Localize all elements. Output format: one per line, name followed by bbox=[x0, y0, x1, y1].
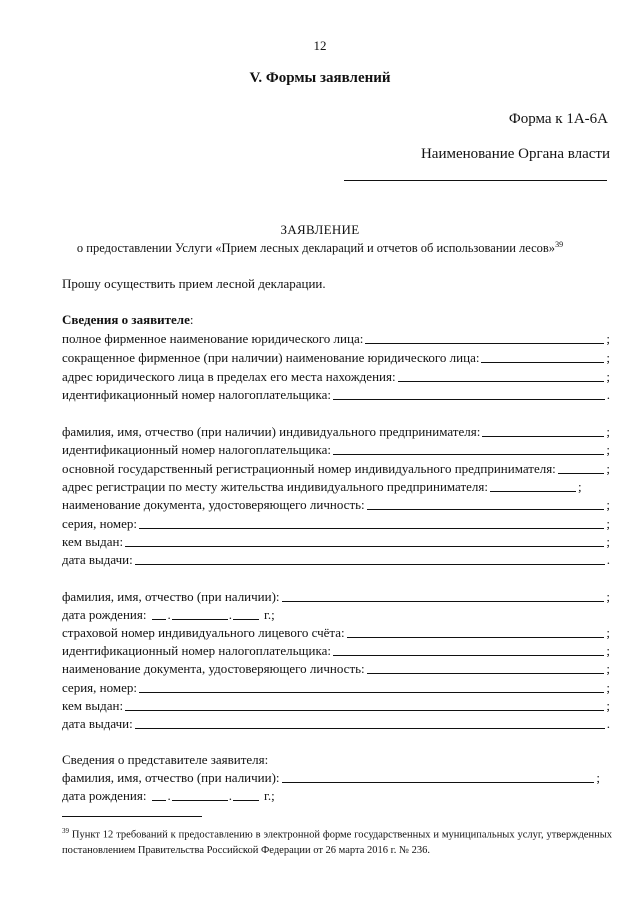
entrepreneur-issue-date-field[interactable] bbox=[62, 550, 610, 568]
section-title: V. Формы заявлений bbox=[249, 70, 391, 86]
fill-line[interactable] bbox=[135, 564, 605, 565]
field-end-mark: . bbox=[606, 387, 610, 402]
footnote-divider bbox=[62, 816, 202, 817]
fill-line[interactable] bbox=[558, 473, 605, 474]
field-end-mark: ; bbox=[606, 350, 610, 365]
field-label: фамилия, имя, отчество (при наличии): bbox=[62, 770, 280, 785]
field-end-mark: ; bbox=[606, 331, 610, 346]
representative-heading: Сведения о представителе заявителя: bbox=[62, 752, 269, 767]
field-end-mark: ; bbox=[596, 770, 600, 785]
footnote-reference: 39 bbox=[555, 240, 564, 249]
individual-inn-field[interactable] bbox=[62, 641, 610, 659]
field-end-mark: ; bbox=[606, 534, 610, 549]
fill-line[interactable] bbox=[333, 399, 605, 400]
field-label: сокращенное фирменное (при наличии) наименование юридического лица: bbox=[62, 350, 480, 365]
month-fill-line[interactable] bbox=[172, 800, 228, 801]
field-label: идентификационный номер налогоплательщика: bbox=[62, 643, 331, 658]
entrepreneur-issued-by-field[interactable] bbox=[62, 532, 610, 550]
fill-line[interactable] bbox=[333, 655, 604, 656]
day-fill-line[interactable] bbox=[152, 800, 166, 801]
legal-full-name-field[interactable] bbox=[62, 329, 610, 347]
field-label: идентификационный номер налогоплательщика: bbox=[62, 442, 331, 457]
page-number: 12 bbox=[313, 38, 327, 53]
fill-line[interactable] bbox=[125, 710, 604, 711]
fill-line[interactable] bbox=[347, 637, 605, 638]
field-label: дата выдачи: bbox=[62, 552, 133, 567]
field-end-mark: ; bbox=[606, 369, 610, 384]
footnote-number: 39 bbox=[62, 827, 69, 835]
form-number: Форма к 1А-6А bbox=[508, 111, 608, 127]
field-end-mark: . bbox=[606, 716, 610, 731]
year-fill-line[interactable] bbox=[233, 619, 259, 620]
year-suffix: г.; bbox=[263, 788, 275, 803]
fill-line[interactable] bbox=[125, 546, 604, 547]
field-label: полное фирменное наименование юридического лица: bbox=[62, 331, 364, 346]
field-label: дата рождения: bbox=[62, 607, 147, 622]
field-end-mark: ; bbox=[606, 589, 610, 604]
authority-fill-line[interactable] bbox=[344, 180, 607, 181]
individual-birth-date-field[interactable] bbox=[62, 605, 275, 623]
document-subtitle bbox=[0, 240, 640, 256]
year-fill-line[interactable] bbox=[233, 800, 259, 801]
field-label: дата выдачи: bbox=[62, 716, 133, 731]
field-label: серия, номер: bbox=[62, 516, 137, 531]
fill-line[interactable] bbox=[367, 673, 605, 674]
field-label: фамилия, имя, отчество (при наличии): bbox=[62, 589, 280, 604]
fill-line[interactable] bbox=[367, 509, 605, 510]
field-label: серия, номер: bbox=[62, 680, 137, 695]
field-end-mark: ; bbox=[606, 442, 610, 457]
field-label: адрес регистрации по месту жительства индивидуального предпринимателя: bbox=[62, 479, 488, 494]
field-label: дата рождения: bbox=[62, 788, 147, 803]
field-label: идентификационный номер налогоплательщика: bbox=[62, 387, 331, 402]
fill-line[interactable] bbox=[481, 362, 604, 363]
entrepreneur-id-doc-field[interactable] bbox=[62, 495, 610, 513]
field-label: адрес юридического лица в пределах его места нахождения: bbox=[62, 369, 396, 384]
entrepreneur-series-number-field[interactable] bbox=[62, 514, 610, 532]
fill-line[interactable] bbox=[490, 491, 576, 492]
field-label: кем выдан: bbox=[62, 534, 124, 549]
year-suffix: г.; bbox=[263, 607, 275, 622]
date-separator: . bbox=[167, 607, 171, 622]
field-end-mark: ; bbox=[606, 461, 610, 476]
document-title: ЗАЯВЛЕНИЕ bbox=[280, 222, 360, 237]
legal-address-field[interactable] bbox=[62, 367, 610, 385]
request-text: Прошу осуществить прием лесной декларации. bbox=[62, 276, 326, 291]
individual-series-number-field[interactable] bbox=[62, 678, 610, 696]
fill-line[interactable] bbox=[139, 528, 604, 529]
applicant-heading bbox=[62, 312, 193, 328]
date-separator: . bbox=[167, 788, 171, 803]
field-end-mark: ; bbox=[578, 479, 582, 494]
applicant-heading-colon: : bbox=[189, 312, 194, 327]
date-separator: . bbox=[228, 607, 232, 622]
fill-line[interactable] bbox=[482, 436, 604, 437]
field-label: фамилия, имя, отчество (при наличии) индивидуального предпринимателя: bbox=[62, 424, 481, 439]
date-separator: . bbox=[228, 788, 232, 803]
fill-line[interactable] bbox=[333, 454, 604, 455]
field-end-mark: ; bbox=[606, 424, 610, 439]
field-end-mark: ; bbox=[606, 698, 610, 713]
individual-name-field[interactable] bbox=[62, 587, 610, 605]
footnote-text: Пункт 12 требований к предоставлению в электронной форме государственных и муниципальных услуг, утвержденных постановлением Правительства Российской Федерации от 26 марта 2016 г. № 236. bbox=[62, 829, 612, 856]
field-end-mark: ; bbox=[606, 516, 610, 531]
individual-issued-by-field[interactable] bbox=[62, 696, 610, 714]
fill-line[interactable] bbox=[365, 343, 604, 344]
field-end-mark: ; bbox=[606, 643, 610, 658]
field-end-mark: ; bbox=[606, 625, 610, 640]
field-label: наименование документа, удостоверяющего личность: bbox=[62, 661, 365, 676]
representative-birth-date-field[interactable] bbox=[62, 786, 275, 804]
entrepreneur-address-field[interactable] bbox=[62, 477, 610, 495]
field-end-mark: ; bbox=[606, 497, 610, 512]
field-end-mark: ; bbox=[606, 680, 610, 695]
entrepreneur-ogrnip-field[interactable] bbox=[62, 459, 610, 477]
day-fill-line[interactable] bbox=[152, 619, 166, 620]
fill-line[interactable] bbox=[282, 782, 595, 783]
fill-line[interactable] bbox=[282, 601, 605, 602]
field-label: страховой номер индивидуального лицевого счёта: bbox=[62, 625, 345, 640]
field-label: кем выдан: bbox=[62, 698, 124, 713]
authority-label: Наименование Органа власти bbox=[420, 146, 610, 162]
applicant-heading-text: Сведения о заявителе bbox=[62, 312, 190, 327]
individual-issue-date-field[interactable] bbox=[62, 714, 610, 732]
representative-name-field[interactable] bbox=[62, 768, 600, 786]
document-subtitle-text: о предоставлении Услуги «Прием лесных деклараций и отчетов об использовании лесов» bbox=[76, 241, 556, 256]
field-label: наименование документа, удостоверяющего личность: bbox=[62, 497, 365, 512]
individual-id-doc-field[interactable] bbox=[62, 659, 610, 677]
field-end-mark: . bbox=[606, 552, 610, 567]
entrepreneur-inn-field[interactable] bbox=[62, 440, 610, 458]
fill-line[interactable] bbox=[398, 381, 605, 382]
footnote bbox=[62, 824, 612, 858]
individual-snils-field[interactable] bbox=[62, 623, 610, 641]
legal-inn-field[interactable] bbox=[62, 385, 610, 403]
field-end-mark: ; bbox=[606, 661, 610, 676]
fill-line[interactable] bbox=[139, 692, 604, 693]
field-label: основной государственный регистрационный номер индивидуального предпринимателя: bbox=[62, 461, 556, 476]
legal-short-name-field[interactable] bbox=[62, 348, 610, 366]
fill-line[interactable] bbox=[135, 728, 605, 729]
entrepreneur-name-field[interactable] bbox=[62, 422, 610, 440]
month-fill-line[interactable] bbox=[172, 619, 228, 620]
